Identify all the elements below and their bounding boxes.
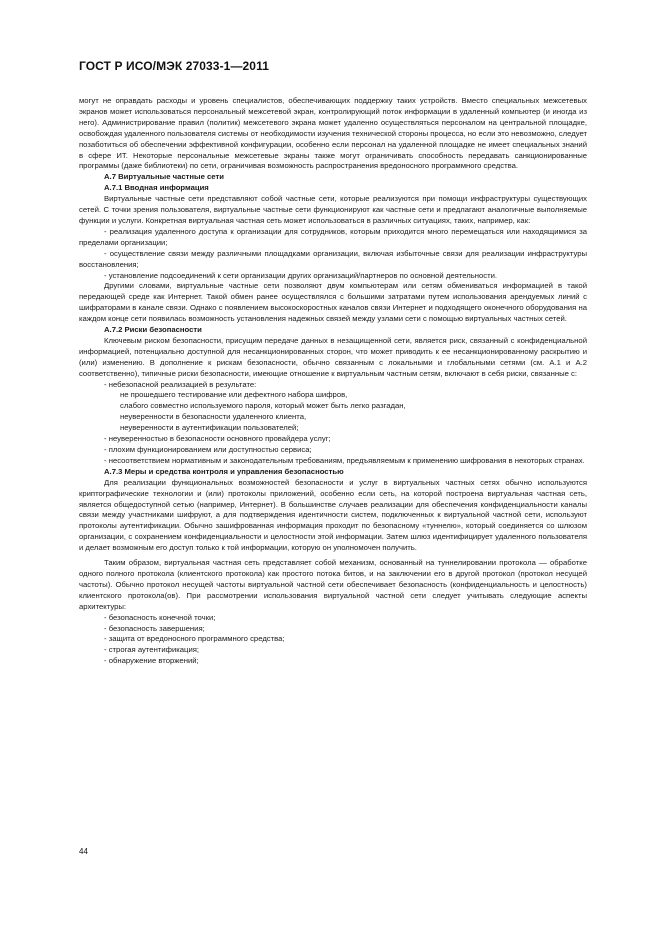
list-item: - небезопасной реализацией в результате: xyxy=(104,379,257,389)
section-heading: А.7 Виртуальные частные сети xyxy=(104,172,224,182)
list-item: - плохим функционированием или доступностью сервиса; xyxy=(104,445,312,454)
document-header: ГОСТ Р ИСО/МЭК 27033-1—2011 xyxy=(79,59,269,73)
subsection-heading: А.7.2 Риски безопасности xyxy=(104,325,202,335)
list-item: - неуверенностью в безопасности основного провайдера услуг; xyxy=(104,434,331,444)
paragraph: Для реализации функциональных возможностей безопасности и услуг в виртуальных частных сетях обычно используются криптографические технологии и (или) протоколы приложений, особенно если сеть, на которой построена виртуальная частная сеть, является общедоступной сетью (например, Интернет). В большинстве случаев реализации для обеспечения конфиденциальности каналы связи между участниками шифруют, а для подтверждения идентичности систем, подключенных к виртуальной частной сети, используют протоколы аутентификации. Обычно зашифрованная информация проходит по безопасному «туннелю», который соединяется со шлюзом организации, с сохранением конфиденциальности и целостности этой информации. Затем шлюз идентифицирует удаленного пользователя и делает возможным его доступ только к той информации, которую он уполномочен получить. xyxy=(79,477,587,553)
page-number: 44 xyxy=(79,847,88,856)
subsection-heading: А.7.1 Вводная информация xyxy=(104,183,209,193)
list-item: - установление подсоединений к сети организации других организаций/партнеров по основной деятельности. xyxy=(104,270,498,280)
list-item: - безопасность конечной точки; xyxy=(104,612,216,622)
list-item: - обнаружение вторжений; xyxy=(104,656,199,666)
list-item: - осуществление связи между различными площадками организации, включая избыточные связи для реализации инфраструктуры восстановления; xyxy=(79,248,587,269)
list-item: - защита от вредоносного программного средства; xyxy=(104,634,285,644)
list-item: - реализация удаленного доступа к организации для сотрудников, которым приходится много перемещаться или находящимися за пределами организации; xyxy=(79,226,587,247)
paragraph: Виртуальные частные сети представляют собой частные сети, которые реализуются при помощи инфраструктуры существующих сетей. С точки зрения пользователя, виртуальные частные сети функционируют как частные сети и предлагают аналогичные выполняемые функции и услуги. Конкретная виртуальная частная сеть может использоваться в различных ситуациях, таких, например, как: xyxy=(79,194,587,225)
paragraph: Ключевым риском безопасности, присущим передаче данных в незащищенной сети, является риск, связанный с конфиденциальной информацией, потенциально доступной для несанкционированных сторон, что может приводить к ее несанкционированному раскрытию и (или) изменению. В дополнение к рискам безопасности, обычно связанным с локальными и глобальными сетями (см. А.1 и А.2 соответственно), типичные риски безопасности, имеющие отношение к виртуальным частным сетям, включают в себя риски, связанные с: xyxy=(79,335,587,378)
document-body xyxy=(79,96,587,667)
paragraph: Таким образом, виртуальная частная сеть представляет собой механизм, основанный на туннелировании протокола — обработке одного полного протокола (клиентского протокола) как простого потока битов, и на заключении его в другой протокол (протокол несущей частоты). Обычно протокол несущей частоты виртуальной частной сети обеспечивает безопасность (конфиденциальность и целостность) клиентского протокола(ов). При рассмотрении использования виртуальной частной сети следует учитывать следующие аспекты архитектуры: xyxy=(79,558,587,611)
sub-list-item: не прошедшего тестирование или дефектного набора шифров, xyxy=(120,390,348,400)
subsection-heading: А.7.3 Меры и средства контроля и управления безопасностью xyxy=(104,466,344,476)
sub-list-item: слабого совместно используемого пароля, который может быть легко разгадан, xyxy=(120,401,406,411)
sub-list-item: неуверенности в аутентификации пользователей; xyxy=(120,423,299,433)
list-item: - строгая аутентификация; xyxy=(104,645,200,655)
paragraph: могут не оправдать расходы и уровень специалистов, обеспечивающих поддержку таких устройств. Вместо специальных межсетевых экранов может использоваться персональный межсетевой экран, контролирующий поток информации в удаленный компьютер (и иногда из него). Администрирование правил (политик) межсетевого экрана может удаленно осуществляться персоналом на центральной площадке, освобождая удаленного пользователя системы от необходимости изучения технической стороны процесса, но если это невозможно, следует позаботиться об обеспечении эффективной конфигурации, особенно если персонал на удаленной площадке не имеет специальных знаний в сфере ИТ. Некоторые персональные межсетевые экраны также могут ограничивать способность передавать санкционированные программы (даже библиотеки) по сети, ограничивая возможность распространения вредоносного программного средства. xyxy=(79,96,587,171)
list-item: - безопасность завершения; xyxy=(104,623,205,633)
paragraph: Другими словами, виртуальные частные сети позволяют двум компьютерам или сетям обмениваться информацией в такой передающей среде как Интернет. Такой обмен ранее осуществлялся с большими затратами путем использования арендуемых линий с шифраторами в канале связи. Однако с появлением высокоскоростных каналов связи Интернет и подходящего оконечного оборудования на каждом конце сети появилась возможность установления надежных связей между узлами сети с помощью виртуальных частных сетей. xyxy=(79,281,587,324)
list-item: - несоответствием нормативным и законодательным требованиям, предъявляемым к применению шифрования в некоторых странах. xyxy=(104,455,585,465)
sub-list-item: неуверенности в безопасности удаленного клиента, xyxy=(120,412,307,422)
